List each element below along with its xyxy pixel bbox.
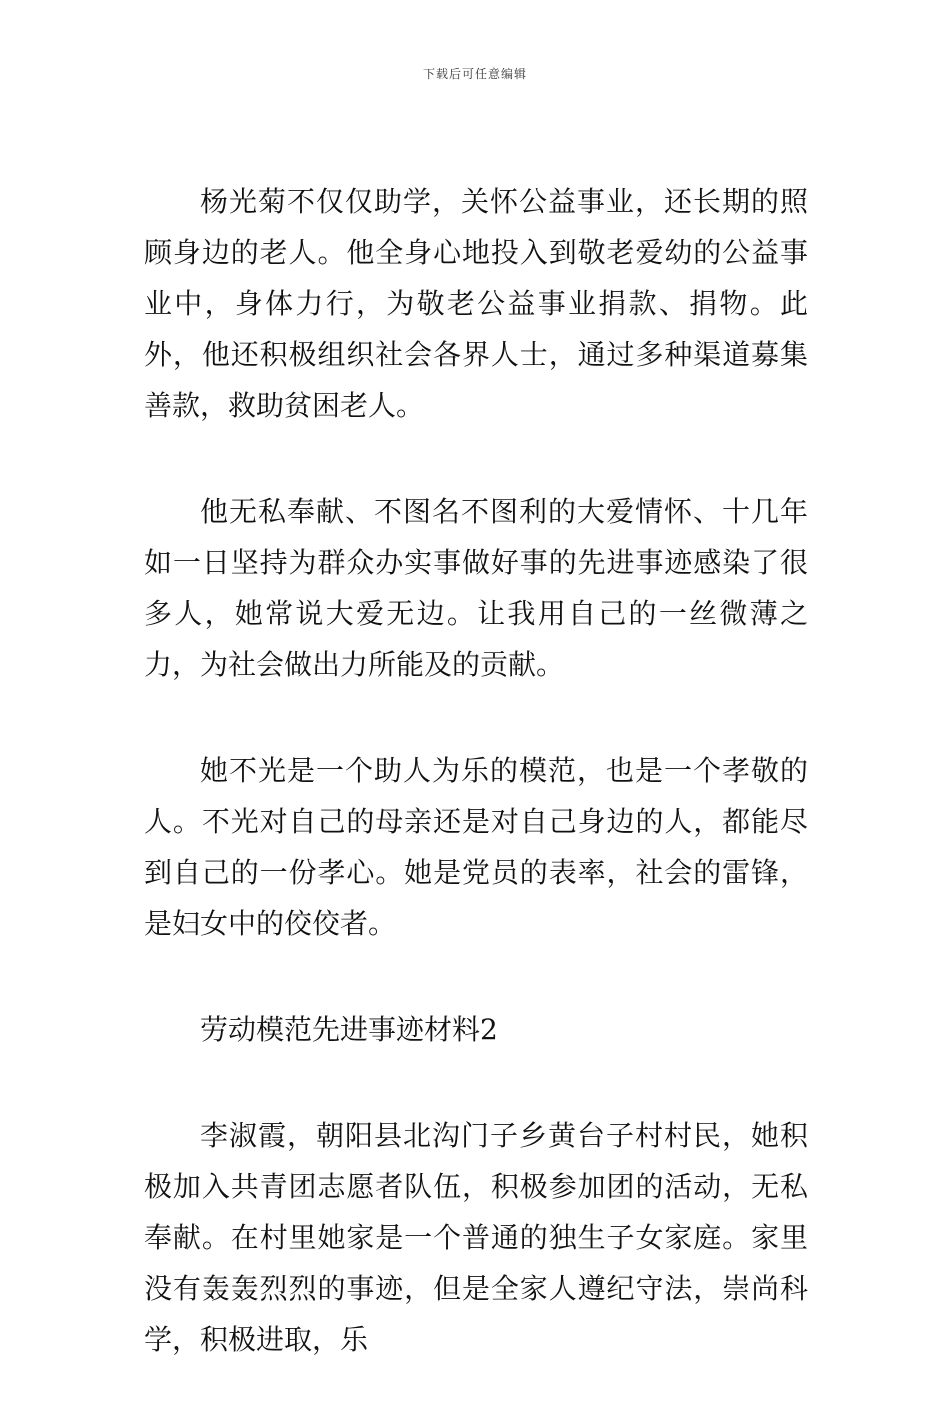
section-title: 劳动模范先进事迹材料2 <box>200 1013 498 1046</box>
page-header-note: 下载后可任意编辑 <box>422 67 527 81</box>
paragraph-3: 她不光是一个助人为乐的模范，也是一个孝敬的人。不光对自己的母亲还是对自己身边的人，都能尽到自己的一份孝心。她是党员的表率，社会的雷锋，是妇女中的佼佼者。 <box>144 754 808 940</box>
section-paragraph: 李淑霞，朝阳县北沟门子乡黄台子村村民，她积极加入共青团志愿者队伍，积极参加团的活动，无私奉献。在村里她家是一个普通的独生子女家庭。家里没有轰轰烈烈的事迹，但是全家人遵纪守法，崇尚科学，积极进取，乐 <box>144 1119 808 1356</box>
document-body <box>144 176 808 1420</box>
paragraph-1: 杨光菊不仅仅助学，关怀公益事业，还长期的照顾身边的老人。他全身心地投入到敬老爱幼的公益事业中，身体力行，为敬老公益事业捐款、捐物。此外，他还积极组织社会各界人士，通过多种渠道募集善款，救助贫困老人。 <box>144 185 808 422</box>
paragraph-2: 他无私奉献、不图名不图利的大爱情怀、十几年如一日坚持为群众办实事做好事的先进事迹感染了很多人，她常说大爱无边。让我用自己的一丝微薄之力，为社会做出力所能及的贡献。 <box>144 495 808 681</box>
